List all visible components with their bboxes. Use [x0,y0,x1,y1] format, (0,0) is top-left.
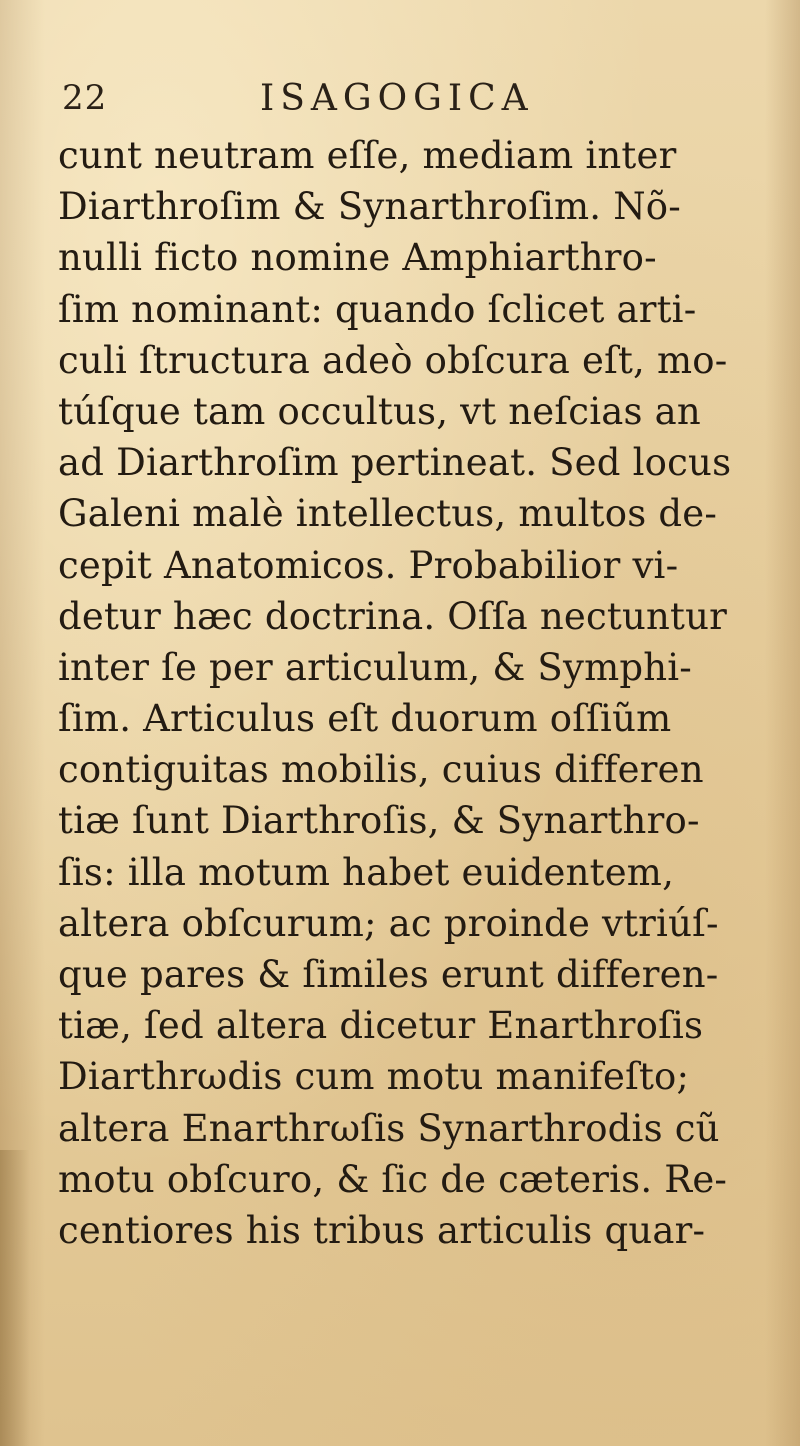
text-line: altera Enarthrωſis Synarthrodis cũ [58,1106,720,1150]
text-line: túſque tam occultus, vt neſcias an [58,389,701,433]
text-line: altera obſcurum; ac proinde vtriúſ- [58,901,719,945]
text-line: motu obſcuro, & ſic de cæteris. Re- [58,1157,728,1201]
text-line: cunt neutram eſſe, mediam inter [58,134,677,177]
text-line: tiæ, ſed altera dicetur Enarthroſis [58,1004,704,1048]
text-line: que pares & ſimiles erunt differen- [58,953,719,996]
text-line: ſis: illa motum habet euidentem, [58,850,675,894]
text-line: culi ſtructura adeò obſcura eſt, mo- [58,338,728,382]
page-number: 22 [62,78,108,118]
text-line: cepit Anatomicos. Probabilior vi- [58,543,679,587]
text-line: inter ſe per articulum, & Symphi- [58,645,693,689]
text-line: ſim nominant: quando ſclicet arti- [58,287,697,331]
text-line: detur hæc doctrina. Oſſa nectuntur [58,594,728,638]
text-line: nulli ficto nomine Amphiarthro- [58,236,657,280]
text-line: centiores his tribus articulis quar- [58,1208,706,1252]
text-line: Diarthrωdis cum motu manifeſto; [58,1055,690,1099]
text-line: ad Diarthroſim pertineat. Sed locus [58,441,732,485]
running-head [62,78,742,128]
running-title: ISAGOGICA [260,78,534,119]
text-line: contiguitas mobilis, cuius differen [58,748,704,792]
text-line: Diarthroſim & Synarthroſim. Nõ- [58,185,681,229]
binding-shadow [0,1150,30,1446]
body-text [58,130,758,1256]
text-line: tiæ ſunt Diarthroſis, & Synarthro- [58,799,700,843]
text-line: ſim. Articulus eſt duorum oſſiũm [58,697,672,741]
text-line: Galeni malè intellectus, multos de- [58,492,718,536]
